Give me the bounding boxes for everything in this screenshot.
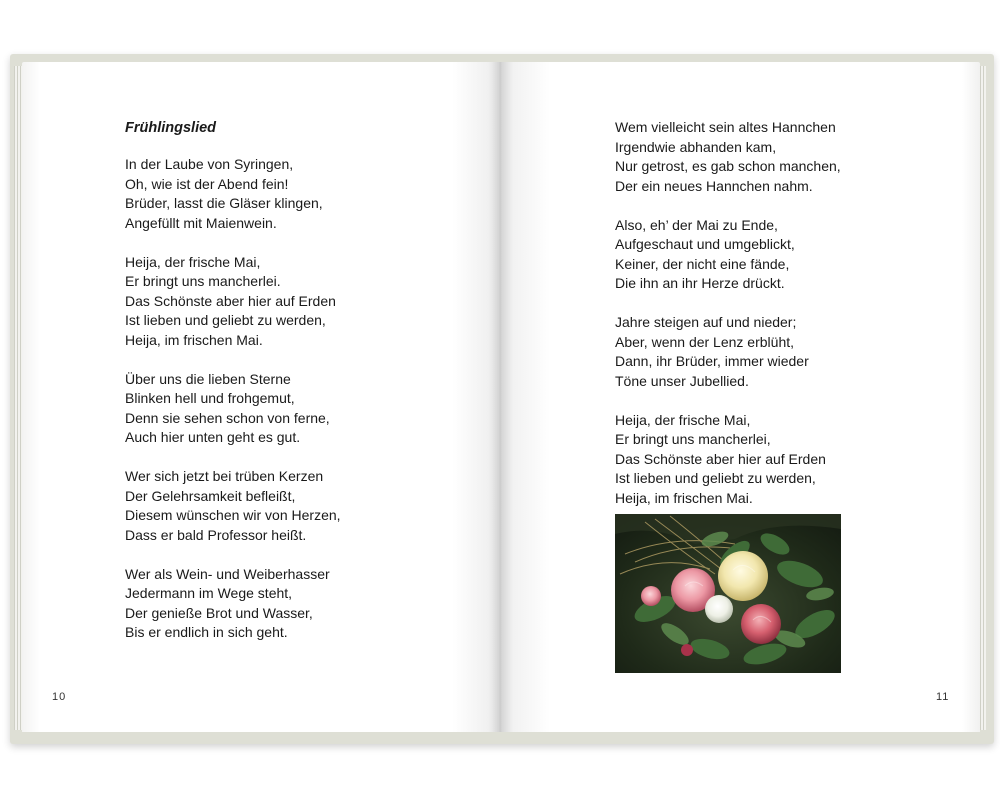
verse-line: Keiner, der nicht eine fände, — [615, 255, 790, 272]
stanza — [615, 411, 841, 509]
verse-line: Töne unser Jubellied. — [615, 372, 749, 389]
verse-line: Über uns die lieben Sterne — [125, 370, 291, 387]
verse-line: Auch hier unten geht es gut. — [125, 429, 301, 445]
verse-line: Aber, wenn der Lenz erblüht, — [615, 333, 795, 350]
verse-line: Aufgeschaut und umgeblickt, — [615, 236, 795, 252]
verse-line: Er bringt uns mancherlei. — [125, 273, 281, 289]
right-page — [500, 62, 980, 732]
verse-line: Heija, der frische Mai, — [125, 253, 261, 270]
verse-line: Blinken hell und frohgemut, — [125, 390, 295, 406]
verse-line: Ist lieben und geliebt zu werden, — [125, 312, 326, 328]
poem-left — [125, 118, 341, 662]
stanza — [125, 253, 341, 351]
stanza — [615, 216, 841, 294]
verse-line: Jedermann im Wege steht, — [125, 585, 293, 601]
verse-line: Er bringt uns mancherlei, — [615, 431, 771, 447]
verse-line: Denn sie sehen schon von ferne, — [125, 409, 330, 426]
verse-line: Oh, wie ist der Abend fein! — [125, 175, 289, 192]
verse-line: Bis er endlich in sich geht. — [125, 624, 288, 640]
verse-line: Wer sich jetzt bei trüben Kerzen — [125, 468, 324, 484]
verse-line: Also, eh’ der Mai zu Ende, — [615, 216, 778, 233]
verse-line: Heija, im frischen Mai. — [615, 489, 753, 506]
verse-line: Dass er bald Professor heißt. — [125, 526, 307, 543]
verse-line: Jahre steigen auf und nieder; — [615, 314, 797, 330]
poem-title: Frühlingslied — [125, 120, 217, 136]
stanza — [125, 370, 341, 448]
verse-line: Irgendwie abhanden kam, — [615, 138, 777, 155]
verse-line: Der Gelehrsamkeit befleißt, — [125, 487, 296, 504]
stanza — [615, 118, 841, 196]
verse-line: Wer als Wein- und Weiberhasser — [125, 565, 330, 582]
stanza — [125, 467, 341, 545]
verse-line: Nur getrost, es gab schon manchen, — [615, 158, 841, 174]
verse-line: Das Schönste aber hier auf Erden — [125, 292, 336, 309]
stanza — [125, 565, 341, 643]
verse-line: Heija, der frische Mai, — [615, 411, 751, 428]
page-number-right: 11 — [936, 691, 950, 703]
verse-line: Der ein neues Hannchen nahm. — [615, 177, 813, 194]
rose-bouquet-painting — [615, 514, 841, 673]
verse-line: In der Laube von Syringen, — [125, 156, 294, 172]
verse-line: Dann, ihr Brüder, immer wieder — [615, 353, 809, 369]
verse-line: Angefüllt mit Maienwein. — [125, 214, 277, 231]
verse-line: Heija, im frischen Mai. — [125, 331, 263, 348]
page-number-left: 10 — [52, 691, 67, 703]
poem-right — [615, 118, 841, 528]
left-page — [22, 62, 500, 732]
verse-line: Der genieße Brot und Wasser, — [125, 604, 313, 621]
stanza — [615, 313, 841, 391]
verse-line: Wem vielleicht sein altes Hannchen — [615, 119, 836, 135]
verse-line: Ist lieben und geliebt zu werden, — [615, 470, 816, 486]
verse-line: Brüder, lasst die Gläser klingen, — [125, 195, 323, 211]
verse-line: Diesem wünschen wir von Herzen, — [125, 507, 341, 523]
spine-shadow — [488, 62, 512, 732]
stanza — [125, 155, 341, 233]
verse-line: Die ihn an ihr Herze drückt. — [615, 275, 785, 291]
verse-line: Das Schönste aber hier auf Erden — [615, 450, 826, 467]
